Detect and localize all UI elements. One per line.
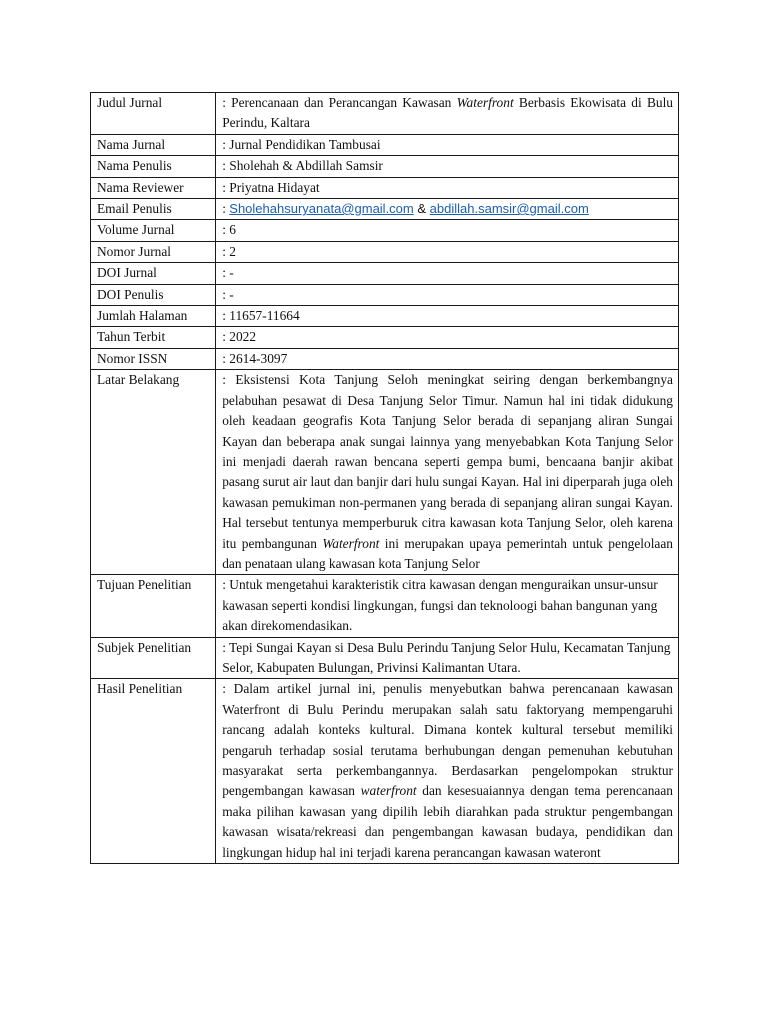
value-judul-jurnal — [216, 93, 679, 135]
label-latar-belakang: Latar Belakang — [91, 370, 216, 575]
hasil-text-pre: : Dalam artikel jurnal ini, penulis menyebutkan bahwa perencanaan kawasan Waterfront di Bulu Perindu merupakan salah satu faktoryang mempengaruhi rancang adalah konteks kultural. Dimana kontek kultural tersebut memiliki pengaruh terhadap sosial terutama berhubungan dengan pemenuhan kebutuhan masyarakat serta perkembangannya. Berdasarkan pengelompokan struktur pengembangan kawasan — [222, 681, 673, 799]
label-nama-reviewer: Nama Reviewer — [91, 177, 216, 198]
value-latar-belakang — [216, 370, 679, 575]
table-row-subjek — [91, 637, 679, 679]
table-row-doi-penulis — [91, 284, 679, 305]
label-hasil-penelitian: Hasil Penelitian — [91, 679, 216, 864]
label-doi-penulis: DOI Penulis — [91, 284, 216, 305]
table-row-hasil — [91, 679, 679, 864]
value-nomor-jurnal: : 2 — [216, 241, 679, 262]
value-jumlah-halaman: : 11657-11664 — [216, 306, 679, 327]
table-row-doi-jurnal — [91, 263, 679, 284]
table-row-nomor — [91, 241, 679, 262]
label-volume-jurnal: Volume Jurnal — [91, 220, 216, 241]
value-doi-jurnal: : - — [216, 263, 679, 284]
table-row-nama-reviewer — [91, 177, 679, 198]
latar-text-pre: : Eksistensi Kota Tanjung Seloh meningkat seiring dengan berkembangnya pelabuhan pesawat di Desa Tanjung Selor Timur. Namun hal ini tidak didukung oleh keadaan geografis Kota Tanjung Selor berada di sepanjang aliran Sungai Kayan dan beberapa anak sungai lainnya yang menyebabkan Kota Tanjung Selor ini menjadi daerah rawan bencana seperti gempa bumi, bencaana banjir akibat pasang surut air laut dan banjir dari hulu sungai Kayan. Hal ini diperparah juga oleh kawasan pemukiman non-permanen yang berada di sepanjang aliran sungai Kayan. Hal tersebut tentunya memperburuk citra kawasan kota Tanjung Selor, oleh karena itu pembangunan — [222, 372, 673, 551]
table-row-email — [91, 199, 679, 220]
label-email-penulis: Email Penulis — [91, 199, 216, 220]
table-row-nama-jurnal — [91, 134, 679, 155]
table-row-volume — [91, 220, 679, 241]
hasil-text-italic: waterfront — [360, 783, 417, 799]
value-hasil-penelitian — [216, 679, 679, 864]
judul-text-italic: Waterfront — [456, 95, 514, 110]
value-nama-penulis: : Sholehah & Abdillah Samsir — [216, 156, 679, 177]
value-tujuan-penelitian: : Untuk mengetahui karakteristik citra kawasan dengan menguraikan unsur-unsur kawasan seperti kondisi lingkungan, fungsi dan teknoloogi bahan bangunan yang akan direkomendasikan. — [216, 575, 679, 637]
value-nama-reviewer: : Priyatna Hidayat — [216, 177, 679, 198]
label-nomor-jurnal: Nomor Jurnal — [91, 241, 216, 262]
table-row-nama-penulis — [91, 156, 679, 177]
value-subjek-penelitian: : Tepi Sungai Kayan si Desa Bulu Perindu Tanjung Selor Hulu, Kecamatan Tanjung Selor, Kabupaten Bulungan, Privinsi Kalimantan Utara. — [216, 637, 679, 679]
value-doi-penulis: : - — [216, 284, 679, 305]
label-jumlah-halaman: Jumlah Halaman — [91, 306, 216, 327]
email-link-sholehah[interactable]: Sholehahsuryanata@gmail.com — [229, 201, 414, 217]
table-row-tahun — [91, 327, 679, 348]
email-prefix: : — [222, 201, 230, 217]
email-separator: & — [413, 201, 430, 217]
value-email-penulis — [216, 199, 679, 220]
judul-text-post: Berbasis Ekowisata di Bulu Perindu, Kaltara — [222, 95, 673, 131]
table-row-judul — [91, 93, 679, 135]
table-row-latar-belakang — [91, 370, 679, 575]
label-nama-penulis: Nama Penulis — [91, 156, 216, 177]
value-tahun-terbit: : 2022 — [216, 327, 679, 348]
value-nama-jurnal: : Jurnal Pendidikan Tambusai — [216, 134, 679, 155]
label-tahun-terbit: Tahun Terbit — [91, 327, 216, 348]
email-link-abdillah[interactable]: abdillah.samsir@gmail.com — [429, 201, 589, 217]
latar-text-post: ini merupakan upaya pemerintah untuk pengelolaan dan penataan ulang kawasan kota Tanjung Selor — [222, 535, 673, 571]
value-nomor-issn: : 2614-3097 — [216, 348, 679, 369]
table-row-tujuan — [91, 575, 679, 637]
value-volume-jurnal: : 6 — [216, 220, 679, 241]
journal-review-table — [90, 92, 679, 864]
table-row-halaman — [91, 306, 679, 327]
label-tujuan-penelitian: Tujuan Penelitian — [91, 575, 216, 637]
label-nama-jurnal: Nama Jurnal — [91, 134, 216, 155]
label-judul-jurnal: Judul Jurnal — [91, 93, 216, 135]
judul-text-pre: : Perencanaan dan Perancangan Kawasan — [222, 95, 457, 110]
hasil-text-post: dan kesesuaiannya dengan tema perencanaan maka pilihan kawasan yang dipilih lebih diarahkan pada struktur pengembangan kawasan wisata/rekreasi dan pengembangan kawasan budaya, pendidikan dan lingkungan hidup hal ini terjadi karena perancangan kawasan wateront — [222, 783, 673, 860]
label-subjek-penelitian: Subjek Penelitian — [91, 637, 216, 679]
table-row-issn — [91, 348, 679, 369]
latar-text-italic: Waterfront — [322, 535, 380, 551]
label-doi-jurnal: DOI Jurnal — [91, 263, 216, 284]
label-nomor-issn: Nomor ISSN — [91, 348, 216, 369]
